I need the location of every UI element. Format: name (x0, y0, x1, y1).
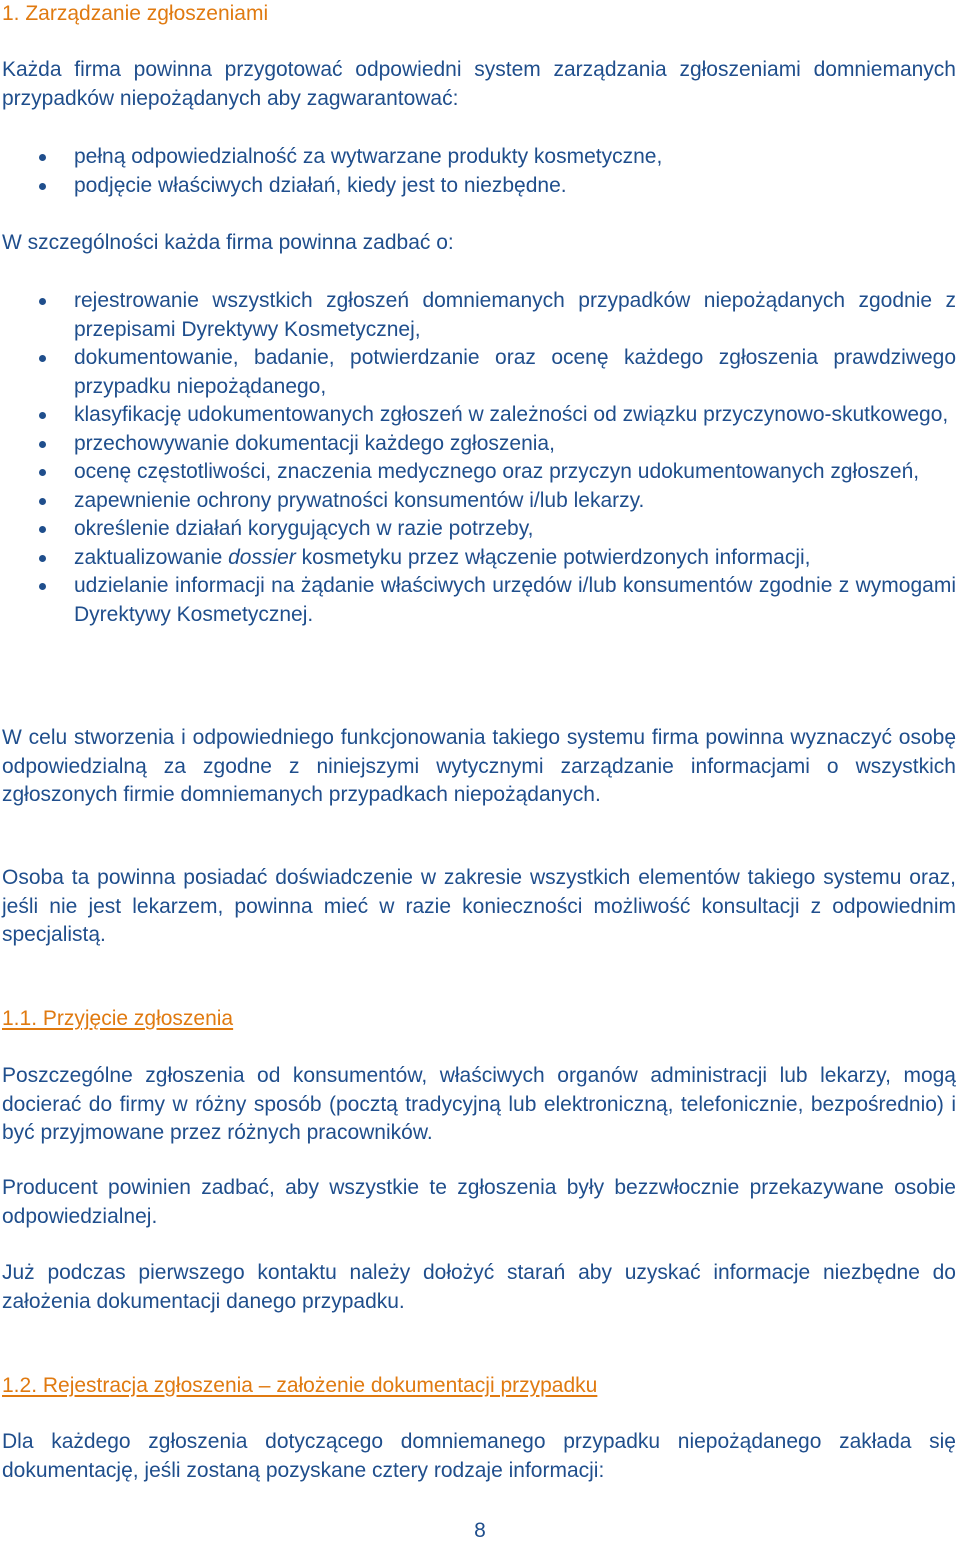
list-item: rejestrowanie wszystkich zgłoszeń domniemanych przypadków niepożądanych zgodnie z przepisami Dyrektywy Kosmetycznej, (0, 287, 956, 344)
bullet-icon (39, 441, 46, 448)
subsection-heading-1-2: 1.2. Rejestracja zgłoszenia – założenie dokumentacji przypadku (2, 1374, 598, 1397)
list-item: pełną odpowiedzialność za wytwarzane produkty kosmetyczne, (0, 143, 956, 172)
bullet-icon (39, 298, 46, 305)
subsection-heading-1-1: 1.1. Przyjęcie zgłoszenia (2, 1007, 234, 1030)
system-paragraph: W celu stworzenia i odpowiedniego funkcjonowania takiego systemu firma powinna wyznaczyć osobę odpowiedzialną za zgodne z niniejszymi wytycznymi zarządzanie informacjami o wszystkich zgłoszonych firmie domniemanych przypadkach niepożądanych. (2, 726, 956, 806)
page-number: 8 (474, 1519, 486, 1542)
person-paragraph: Osoba ta powinna posiadać doświadczenie w zakresie wszystkich elementów takiego systemu oraz, jeśli nie jest lekarzem, powinna mieć w razie konieczności możliwość konsultacji z odpowiednim specjalistą. (2, 866, 956, 946)
list-item: określenie działań korygujących w razie potrzeby, (0, 515, 956, 544)
bullet-icon (39, 355, 46, 362)
responsibility-list (0, 143, 956, 200)
particular-paragraph: W szczególności każda firma powinna zadbać o: (2, 231, 454, 254)
producer-paragraph: Producent powinien zadbać, aby wszystkie te zgłoszenia były bezzwłocznie przekazywane osobie odpowiedzialnej. (2, 1176, 956, 1228)
bullet-icon (39, 526, 46, 533)
bullet-icon (39, 154, 46, 161)
list-item: zapewnienie ochrony prywatności konsumentów i/lub lekarzy. (0, 487, 956, 516)
bullet-icon (39, 412, 46, 419)
bullet-icon (39, 555, 46, 562)
list-item: podjęcie właściwych działań, kiedy jest to niezbędne. (0, 172, 956, 201)
bullet-icon (39, 183, 46, 190)
each-paragraph: Dla każdego zgłoszenia dotyczącego domniemanego przypadku niepożądanego zakłada się dokumentację, jeśli zostaną pozyskane cztery rodzaje informacji: (2, 1430, 956, 1482)
bullet-icon (39, 583, 46, 590)
bullet-icon (39, 498, 46, 505)
list-item: ocenę częstotliwości, znaczenia medycznego oraz przyczyn udokumentowanych zgłoszeń, (0, 458, 956, 487)
contact-paragraph: Już podczas pierwszego kontaktu należy dołożyć starań aby uzyskać informacje niezbędne do założenia dokumentacji danego przypadku. (2, 1261, 956, 1313)
bullet-icon (39, 469, 46, 476)
list-item: klasyfikację udokumentowanych zgłoszeń w zależności od związku przyczynowo-skutkowego, (0, 401, 956, 430)
duties-list (0, 287, 956, 629)
intro-paragraph: Każda firma powinna przygotować odpowiedni system zarządzania zgłoszeniami domniemanych przypadków niepożądanych aby zagwarantować: (2, 58, 956, 110)
section-heading: 1. Zarządzanie zgłoszeniami (2, 2, 269, 25)
reports-paragraph: Poszczególne zgłoszenia od konsumentów, właściwych organów administracji lub lekarzy, mogą docierać do firmy w różny sposób (pocztą tradycyjną lub elektroniczną, telefonicznie, bezpośrednio) i być przyjmowane przez różnych pracowników. (2, 1064, 956, 1144)
list-item: zaktualizowanie dossier kosmetyku przez włączenie potwierdzonych informacji, (0, 544, 956, 573)
list-item: udzielanie informacji na żądanie właściwych urzędów i/lub konsumentów zgodnie z wymogami Dyrektywy Kosmetycznej. (0, 572, 956, 629)
dossier-term: dossier (228, 545, 296, 569)
list-item: przechowywanie dokumentacji każdego zgłoszenia, (0, 430, 956, 459)
list-item: dokumentowanie, badanie, potwierdzanie oraz ocenę każdego zgłoszenia prawdziwego przypadku niepożądanego, (0, 344, 956, 401)
